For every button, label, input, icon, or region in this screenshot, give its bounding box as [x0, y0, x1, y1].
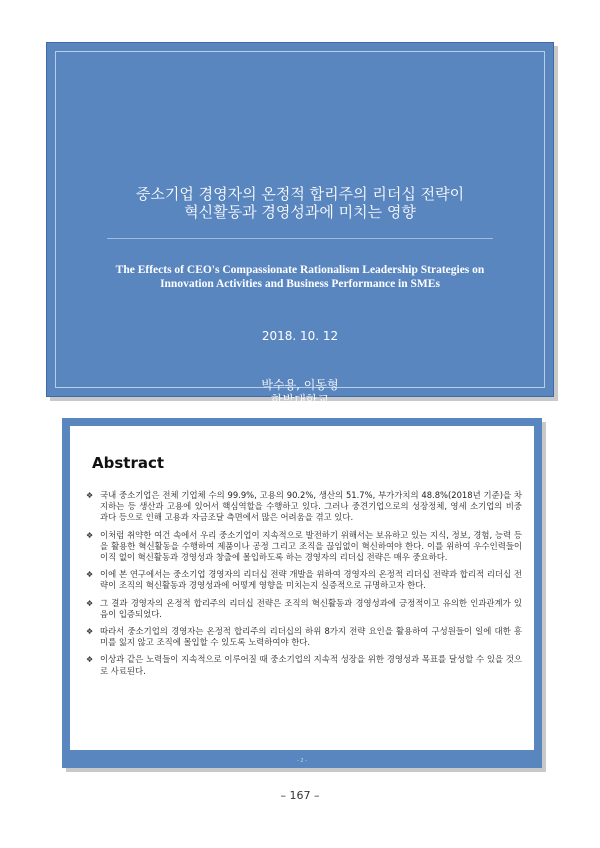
list-item: ❖ 이처럼 취약한 여건 속에서 우리 중소기업이 지속적으로 발전하기 위해서는 보유하고 있는 지식, 정보, 경험, 능력 등을 활용한 혁신활동을 수행하여 제품이나 공정 그리고 조직을 끊임없이 혁신하여야 한다. 이를 위하여 우수인력들이 이직 없이 혁신활동과 경영성과 창출에 몰입하도록 하는 경영자의 리더십 전략은 매우 중요하다.	[86, 529, 522, 563]
korean-title	[47, 185, 553, 221]
list-item: ❖ 그 결과 경영자의 온정적 합리주의 리더십 전략은 조직의 혁신활동과 경영성과에 긍정적이고 유의한 인과관계가 있음이 입증되었다.	[86, 597, 522, 619]
abstract-heading: Abstract	[92, 454, 165, 472]
diamond-bullet-icon: ❖	[86, 598, 94, 608]
authors-block	[47, 378, 553, 408]
abstract-bullet-list	[84, 490, 522, 683]
diamond-bullet-icon: ❖	[86, 530, 94, 540]
abstract-content-area	[70, 426, 534, 750]
slide-number: - 2 -	[297, 758, 307, 764]
korean-title-line-1: 중소기업 경영자의 온정적 합리주의 리더십 전략이	[135, 185, 465, 203]
list-item: ❖ 이에 본 연구에서는 중소기업 경영자의 리더십 전략 개발을 위하여 경영자의 온정적 리더십 전략과 합리적 리더십 전략이 조직의 혁신활동과 경영성과에 어떻게 영향을 미치는지 실증적으로 규명하고자 한다.	[86, 569, 522, 591]
english-title	[47, 263, 553, 291]
title-divider	[107, 238, 493, 239]
diamond-bullet-icon: ❖	[86, 491, 94, 500]
page-number: – 167 –	[280, 789, 320, 802]
list-item: ❖ 이상과 같은 노력들이 지속적으로 이루어질 때 중소기업의 지속적 성장을 위한 경영성과 목표를 달성할 수 있을 것으로 사료된다.	[86, 654, 522, 676]
list-item: ❖ 국내 중소기업은 전체 기업체 수의 99.9%, 고용의 90.2%, 생산의 51.7%, 부가가치의 48.8%(2018년 기준)을 차지하는 등 생산과 고용에 있어서 핵심역할을 수행하고 있다. 그러나 중견기업으로의 성장정체, 영세 소기업의 비중 과다 등으로 인해 고용과 자금조달 측면에서 많은 어려움을 겪고 있다.	[86, 490, 522, 523]
english-title-line-2: Innovation Activities and Business Performance in SMEs	[160, 278, 440, 290]
english-title-line-1: The Effects of CEO's Compassionate Rationalism Leadership Strategies on	[115, 264, 485, 276]
presentation-date: 2018. 10. 12	[261, 329, 339, 343]
korean-title-line-2: 혁신활동과 경영성과에 미치는 영향	[184, 203, 416, 221]
diamond-bullet-icon: ❖	[86, 570, 94, 580]
diamond-bullet-icon: ❖	[86, 627, 94, 637]
abstract-slide	[62, 418, 542, 768]
list-item: ❖ 따라서 중소기업의 경영자는 온정적 합리주의 리더십의 하위 8가지 전략 요인을 활용하여 구성원들이 일에 대한 흥미를 잃지 않고 조직에 몰입할 수 있도록 노력하여야 한다.	[86, 626, 522, 648]
diamond-bullet-icon: ❖	[86, 655, 94, 665]
title-slide	[46, 42, 554, 407]
author-affiliation: 한밭대학교	[271, 393, 329, 407]
author-names: 박수용, 이동형	[261, 378, 339, 392]
